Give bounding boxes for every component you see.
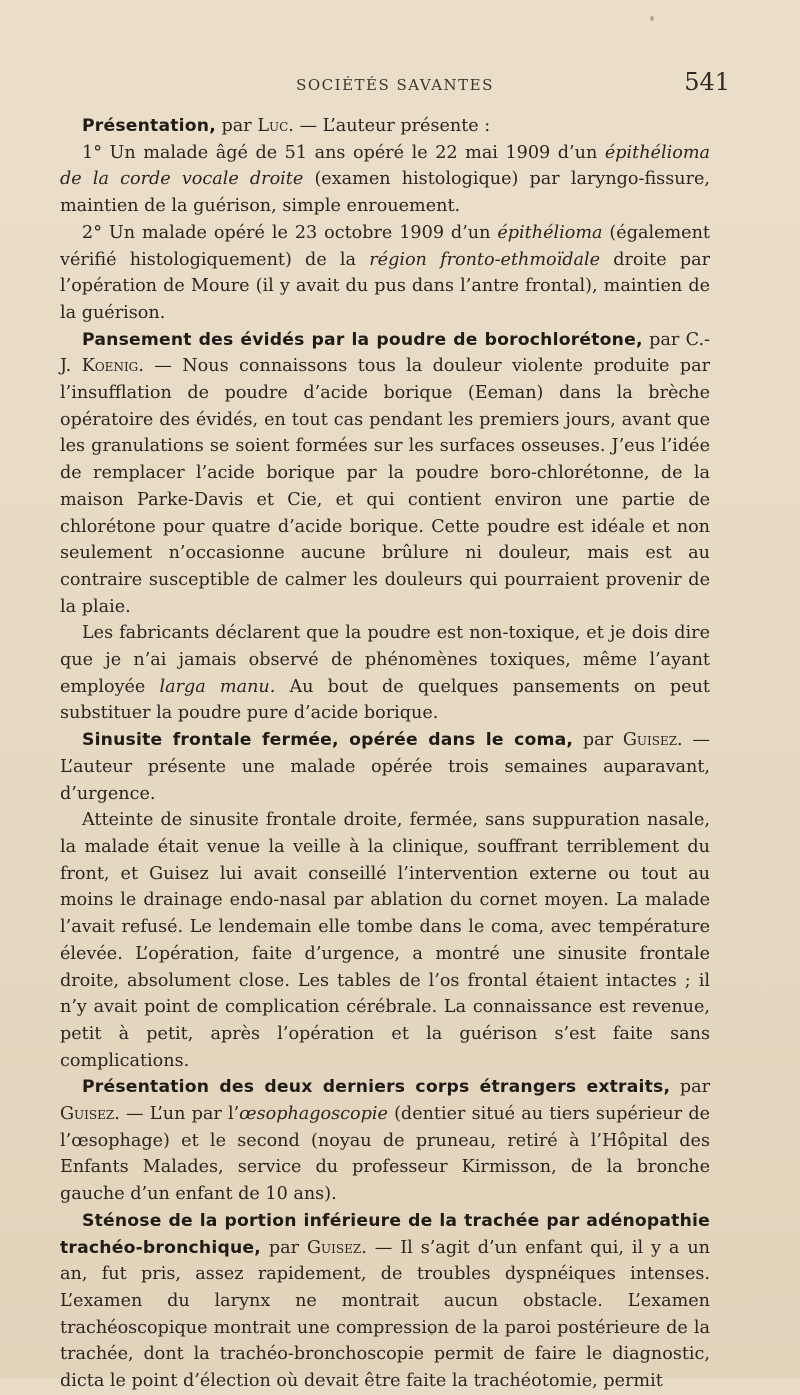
paragraph: 1° Un malade âgé de 51 ans opéré le 22 mai 1909 d’un épithélioma de la corde vocale droite (examen histologique) par laryngo-fissure, maintien de la guérison, simple enrouement. — [60, 142, 710, 217]
section-heading: Présentation, — [82, 116, 216, 136]
section-heading: Pansement des évidés par la poudre de borochlorétone, — [82, 329, 643, 350]
author-name: Luc. — [257, 116, 294, 136]
section-luc-intro: Présentation, par Luc. — L’auteur présente : — [82, 116, 491, 136]
running-title: SOCIÉTÉS SAVANTES — [296, 76, 494, 94]
paper-speck — [650, 16, 654, 21]
section-heading: Sinusite frontale fermée, opérée dans le coma, — [82, 730, 574, 751]
page-header — [60, 62, 730, 102]
paragraph: Les fabricants déclarent que la poudre est non-toxique, et je dois dire que je n’ai jamais observé de phénomènes toxiques, même l’ayant employée larga manu. Au bout de quelques pansements on peut substituer la poudre pure d’acide borique. — [60, 623, 710, 724]
article-body — [60, 113, 710, 1395]
section-guisez-corps-etrangers: Présentation des deux derniers corps étrangers extraits, par Guisez. — L’un par l’œsophagoscopie (dentier situé au tiers supérieur de l’œsophage) et le second (noyau de pruneau, retiré à l’Hôpital des Enfants Malades, service du professeur Kirmisson, de la bronche gauche d’un enfant de 10 ans). — [60, 1077, 710, 1205]
author-name: Guisez. — [306, 1237, 367, 1258]
section-guisez-sinusite: Sinusite frontale fermée, opérée dans le coma, par Guisez. — L’auteur présente une malade opérée trois semaines auparavant, d’urgence. — [60, 730, 710, 804]
section-heading: Sténose de la portion inférieure de la trachée par adénopathie trachéo-bronchique, — [60, 1210, 710, 1258]
page-number: 541 — [684, 68, 730, 96]
author-name: Koenig. — [81, 356, 144, 377]
paragraph: Atteinte de sinusite frontale droite, fermée, sans suppuration nasale, la malade était venue la veille à la clinique, souffrant terriblement du front, et Guisez lui avait conseillé l’intervention externe ou tout au moins le drainage endo-nasal par ablation du cornet moyen. La malade l’avait refusé. Le lendemain elle tombe dans le coma, avec température élevée. L’opération, faite d’urgence, a montré une sinusite frontale droite, absolument close. Les tables de l’os frontal étaient intactes ; il n’y avait point de complication cérébrale. La connaissance est revenue, petit à petit, après l’opération et la guérison s’est faite sans complications. — [60, 810, 710, 1071]
paragraph: 2° Un malade opéré le 23 octobre 1909 d’un épithélioma (également vérifié histologiquement) de la région fronto-ethmoïdale droite par l’opération de Moure (il y avait du pus dans l’antre frontal), maintien de la guérison. — [60, 222, 710, 323]
section-koenig: Pansement des évidés par la poudre de borochlorétone, par C.-J. Koenig. — Nous connaissons tous la douleur violente produite par l’insufflation de poudre d’acide borique (Eeman) dans la brèche opératoire des évidés, en tout cas pendant les premiers jours, avant que les granulations se soient formées sur les surfaces osseuses. J’eus l’idée de remplacer l’acide borique par la poudre boro-chlorétonne, de la maison Parke-Davis et Cie, et qui contient environ une partie de chlorétone pour quatre d’acide borique. Cette poudre est idéale et non seulement n’occasionne aucune brûlure ni douleur, mais est au contraire susceptible de calmer les douleurs qui pourraient provenir de la plaie. — [60, 329, 710, 617]
section-guisez-stenose: Sténose de la portion inférieure de la trachée par adénopathie trachéo-bronchique, par Guisez. — Il s’agit d’un enfant qui, il y a un an, fut pris, assez rapidement, de troubles dyspnéiques intenses. L’examen du larynx ne montrait aucun obstacle. L’examen trachéoscopique montrait une compression de la paroi postérieure de la trachée, dont la trachéo-bronchoscopie permit de faire le diagnostic, dicta le point d’élection où devait être faite la trachéotomie, permit — [60, 1210, 710, 1392]
section-heading: Présentation des deux derniers corps étrangers extraits, — [82, 1077, 671, 1098]
author-name: Guisez. — [60, 1104, 120, 1125]
author-name: Guisez. — [622, 730, 683, 751]
